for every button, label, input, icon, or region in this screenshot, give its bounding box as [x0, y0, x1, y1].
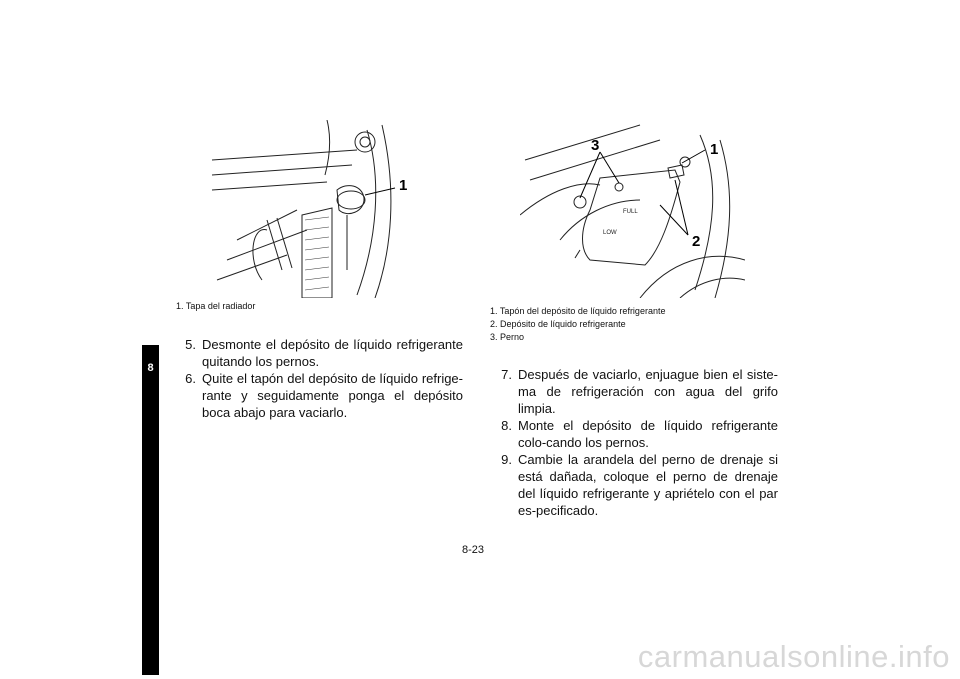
step-text: Desmonte el depósito de líquido refrigerante quitando los pernos.	[202, 337, 463, 369]
callout-1-left: 1	[399, 177, 408, 194]
chapter-tab: 8	[142, 345, 159, 675]
step-item	[492, 366, 778, 417]
watermark: carmanualsonline.info	[637, 639, 950, 674]
step-number: 8.	[501, 418, 512, 433]
step-item	[492, 417, 778, 451]
coolant-reservoir-illustration	[520, 120, 745, 298]
left-figure-captions	[176, 300, 255, 313]
step-text: Quite el tapón del depósito de líquido refrige-rante y seguidamente ponga el depósito boca abajo para vaciarlo.	[202, 371, 463, 420]
step-number: 9.	[501, 452, 512, 467]
steps-left-column	[176, 336, 463, 421]
radiator-cap-drawing	[207, 120, 412, 298]
steps-right-column	[492, 366, 778, 519]
page-number: 8-23	[462, 544, 485, 556]
callout-1-right: 1	[710, 141, 719, 158]
tank-label-low: LOW	[603, 230, 617, 236]
step-text: Monte el depósito de líquido refrigerante colo-cando los pernos.	[518, 418, 778, 450]
step-number: 5.	[185, 337, 196, 352]
caption-item: 2. Depósito de líquido refrigerante	[490, 319, 626, 329]
step-text: Cambie la arandela del perno de drenaje si está dañada, coloque el perno de drenaje del líquido refrigerante y apriételo con el par es-pecificado.	[518, 452, 778, 518]
step-item	[492, 451, 778, 519]
step-text: Después de vaciarlo, enjuague bien el siste-ma de refrigeración con agua del grifo limpia.	[518, 367, 778, 416]
step-number: 7.	[501, 367, 512, 382]
radiator-cap-illustration	[207, 120, 412, 298]
tank-label-full: FULL	[623, 209, 638, 215]
caption-item: 1. Tapa del radiador	[176, 301, 256, 311]
caption-item: 1. Tapón del depósito de líquido refrigerante	[490, 306, 666, 316]
caption-item: 3. Perno	[490, 332, 525, 342]
step-item	[176, 336, 463, 370]
callout-3-right: 3	[591, 137, 600, 154]
right-figure-captions	[490, 305, 665, 344]
coolant-reservoir-drawing	[520, 120, 745, 298]
step-item	[176, 370, 463, 421]
callout-2-right: 2	[692, 233, 701, 250]
step-number: 6.	[185, 371, 196, 386]
